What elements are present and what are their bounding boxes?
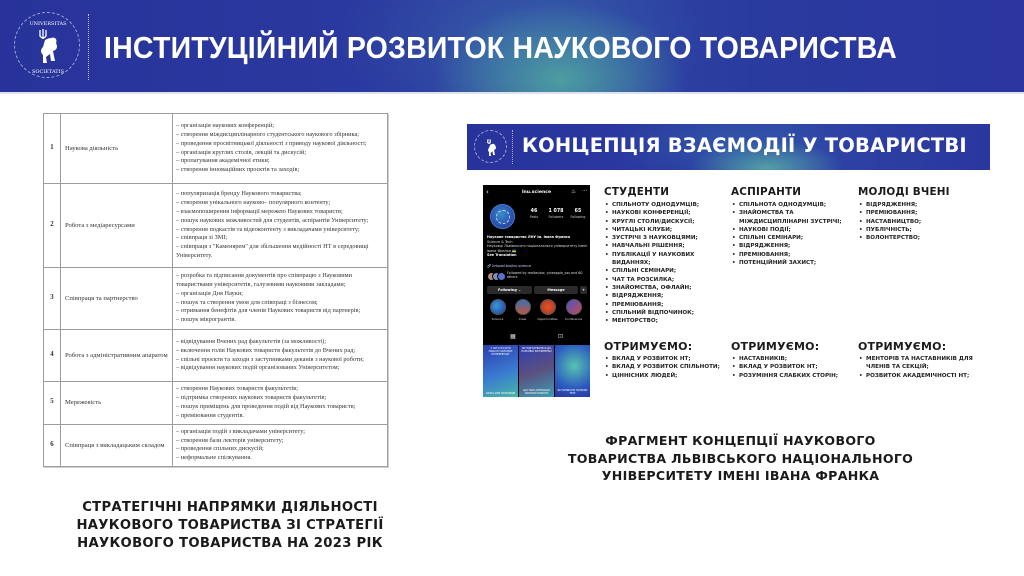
list-item: • МЕНТОРСТВО; xyxy=(604,317,729,325)
highlight-conference xyxy=(563,299,584,321)
list-item: • ВІДРЯДЖЕННЯ; xyxy=(858,201,983,209)
benefits-list xyxy=(731,355,856,380)
activity-item: – співпраця з "Каменярем" для збільшення медійності НТ в середовищі Університету. xyxy=(176,243,369,260)
activity-item: – неформальне спілкування. xyxy=(176,454,252,462)
activities-cell xyxy=(173,424,388,467)
group-students-benefits xyxy=(604,340,729,380)
activity-item: – отримання бенефітів для членів Наукових товариств від партнерів; xyxy=(176,307,361,315)
group-phd-students xyxy=(731,186,851,267)
stat-label: Following xyxy=(570,215,586,219)
highlight-label: Crew xyxy=(518,317,527,321)
instagram-profile-screenshot xyxy=(483,185,590,397)
list-item: • ПРЕМІЮВАННЯ; xyxy=(604,301,729,309)
instagram-topbar xyxy=(483,188,590,200)
profile-tabs xyxy=(483,333,590,343)
highlight-crew xyxy=(512,299,533,321)
activity-item: – створення подкастів та відеоконтенту з викладачами університету; xyxy=(176,225,360,233)
activity-item: – пропагування академічної етики; xyxy=(176,157,270,165)
logo-divider xyxy=(88,14,89,80)
activity-item: – створення бази лекторів університету; xyxy=(176,436,284,444)
activity-item: – організація наукових конференцій; xyxy=(176,121,275,129)
university-logo xyxy=(14,12,80,78)
more-icon: ··· xyxy=(582,188,588,194)
profile-bio xyxy=(487,235,589,258)
activity-item: – відвідування наукових подій організованих Університетом; xyxy=(176,364,340,372)
stat-value: 1 078 xyxy=(548,209,564,214)
group-title: АСПІРАНТИ xyxy=(731,186,802,198)
table-row xyxy=(44,114,388,184)
row-number: 2 xyxy=(44,184,61,268)
story-highlights xyxy=(486,299,588,323)
list-item: • ЗНАЙОМСТВА, ОФЛАЙН; xyxy=(604,284,729,292)
list-item: • ПРЕМІЮВАННЯ; xyxy=(731,251,851,259)
list-item: • СПІЛЬНІ СЕМІНАРИ; xyxy=(604,267,729,275)
profile-stats xyxy=(523,209,589,219)
list-item: • ВОЛОНТЕРСТВО; xyxy=(858,234,983,242)
stat-value: 46 xyxy=(530,209,538,214)
profile-link: 🔗 linkpad.bio/lnu.science xyxy=(487,264,532,268)
avatar-logo-ring xyxy=(496,210,510,224)
list-item: • ПУБЛІКАЦІЇ У НАУКОВИХ ВИДАННЯХ; xyxy=(604,251,729,268)
group-list xyxy=(731,201,851,267)
direction-cell: Наукова діяльність xyxy=(61,114,173,184)
strategy-caption xyxy=(60,499,400,553)
see-translation-link: See Translation xyxy=(487,253,517,258)
caption-line: ТОВАРИСТВА ЛЬВІВСЬКОГО НАЦІОНАЛЬНОГО xyxy=(567,450,914,466)
list-item: • ЗНАЙОМСТВА ТА МІЖДИСЦИПЛІНАРНІ ЗУСТРІЧІ; xyxy=(731,209,851,226)
group-phd-benefits xyxy=(731,340,856,380)
logo-divider xyxy=(512,130,513,164)
list-item: • НАСТАВНИЦТВО; xyxy=(858,218,983,226)
direction-cell: Мережевість xyxy=(61,382,173,425)
message-button: Message xyxy=(534,286,578,294)
stat-posts xyxy=(523,209,545,219)
caption-line: ФРАГМЕНТ КОНЦЕПЦІЇ НАУКОВОГО xyxy=(605,433,876,448)
highlight-label: Science xyxy=(491,317,504,321)
following-button: Following ⌄ xyxy=(487,286,532,294)
concept-title: КОНЦЕПЦІЯ ВЗАЄМОДІЇ У ТОВАРИСТВІ xyxy=(522,134,967,157)
post-thumbnail xyxy=(555,345,590,397)
activity-item: – створення унікального науково– популярного контенту; xyxy=(176,198,331,206)
header-divider xyxy=(0,92,1024,94)
table-row xyxy=(44,268,388,330)
concept-caption xyxy=(548,432,933,485)
highlight-science xyxy=(487,299,508,321)
activity-item: – включення голів Наукових товариств факультетів до Вчених рад; xyxy=(176,346,356,354)
direction-cell: Робота з адміністративним апаратом xyxy=(61,330,173,382)
caption-line: НАУКОВОГО ТОВАРИСТВА НА 2023 РІК xyxy=(77,536,383,551)
post-caption: НАУКА ДЛЯ НАУКОВЦІВ xyxy=(485,392,516,395)
highlight-label: Conference xyxy=(564,317,583,321)
row-number: 1 xyxy=(44,114,61,184)
group-title: СТУДЕНТИ xyxy=(604,186,670,198)
activity-item: – створення міждисциплінарного студентського наукового збірника; xyxy=(176,130,359,138)
list-item: • ПОТЕНЦІЙНИЙ ЗАХИСТ; xyxy=(731,259,851,267)
highlight-opportunities xyxy=(537,299,558,321)
post-caption: ЯК ПІДГОТУВАТИСЬ ДО НАУКОВОЇ КОНФЕРЕНЦІЇ xyxy=(521,347,552,353)
stat-label: Posts xyxy=(529,215,539,219)
list-item: • ПУБЛІЧНІСТЬ; xyxy=(858,226,983,234)
row-number: 6 xyxy=(44,424,61,467)
activity-item: – створення інноваційних проєктів та заходів; xyxy=(176,166,300,174)
highlight-cover xyxy=(540,299,556,315)
post-caption: З ЧОГО ПОЧАТИ ПОДАЧУ НАУКОВОЇ КОНФЕРЕНЦІЇ? xyxy=(488,347,513,356)
list-item: • СПІЛЬНІ СЕМІНАРИ; xyxy=(731,234,851,242)
activity-item: – проведення спільних дискусій; xyxy=(176,445,264,453)
svg-text:UNIVERSITAS: UNIVERSITAS xyxy=(29,21,67,27)
post-caption: ЯК НАПИСАТИ НАУКОВУ ТЕЗУ xyxy=(557,389,588,395)
list-item: • ВІДРЯДЖЕННЯ; xyxy=(731,242,851,250)
activities-cell xyxy=(173,114,388,184)
table-row xyxy=(44,382,388,425)
profile-avatar xyxy=(490,204,515,229)
list-item: • СПІЛЬНОТА ОДНОДУМЦІВ; xyxy=(731,201,851,209)
activity-item: – співпраця зі ЗМІ; xyxy=(176,234,228,242)
list-item: • НАСТАВНИКІВ; xyxy=(731,355,856,363)
caption-line: НАУКОВОГО ТОВАРИСТВА ЗІ СТРАТЕГІЇ xyxy=(76,518,384,533)
caption-line: УНІВЕРСИТЕТУ ІМЕНІ ІВАНА ФРАНКА xyxy=(601,468,880,483)
lion-trident-icon xyxy=(475,131,508,164)
followed-by-text: Followed by realtaslaw, pineapple_sas and 60 others xyxy=(507,271,583,280)
activity-item: – організація Дня Науки; xyxy=(176,289,243,297)
group-list xyxy=(858,201,983,242)
group-title: МОЛОДІ ВЧЕНІ xyxy=(858,186,950,198)
activity-item: – організація круглих столів, лекцій та дискусій; xyxy=(176,148,307,156)
table-row xyxy=(44,330,388,382)
list-item: • НАУКОВІ КОНФЕРЕНЦІЇ; xyxy=(604,209,729,217)
list-item: • ПРЕМІЮВАННЯ; xyxy=(858,209,983,217)
bio-category: Science & Tech xyxy=(487,239,513,244)
activity-item: – спільні проєкти та заходи з заступниками деканів з наукової роботи; xyxy=(176,355,364,363)
group-list xyxy=(604,201,729,325)
list-item: • ВІДРЯДЖЕННЯ; xyxy=(604,292,729,300)
row-number: 5 xyxy=(44,382,61,425)
caption-line: СТРАТЕГІЧНІ НАПРЯМКИ ДІЯЛЬНОСТІ xyxy=(82,500,378,515)
activity-item: – організація подій з викладачами університету; xyxy=(176,427,306,435)
university-logo-small xyxy=(474,130,507,163)
list-item: • РОЗУМІННЯ СЛАБКИХ СТОРІН; xyxy=(731,372,856,380)
activity-item: – створення Наукових товариств факультетів; xyxy=(176,385,299,392)
table-row xyxy=(44,184,388,268)
activity-item: – відвідування Вчених рад факультетів (за можливості); xyxy=(176,337,327,345)
benefits-list xyxy=(858,355,983,380)
concept-banner xyxy=(467,124,990,170)
activity-item: – пошук мікрогрантів. xyxy=(176,316,236,324)
list-item: • НАУКОВІ ПОДІЇ; xyxy=(731,226,851,234)
list-item: • РОЗВИТОК АКАДЕМІЧНОСТІ НТ; xyxy=(858,372,983,380)
activities-cell xyxy=(173,268,388,330)
svg-text:SOCIETATIS: SOCIETATIS xyxy=(31,69,65,75)
list-item: • ЧАТ ТА РОЗСИЛКА; xyxy=(604,276,729,284)
activity-item: – проведення просвітницької діяльності з приводу наукової діяльності; xyxy=(176,139,367,147)
list-item: • МЕНТОРІВ ТА НАСТАВНИКІВ ДЛЯ ЧЛЕНІВ ТА СЕКЦІЙ; xyxy=(858,355,983,372)
highlight-cover xyxy=(566,299,582,315)
row-number: 4 xyxy=(44,330,61,382)
follower-avatars xyxy=(487,272,505,281)
activities-cell xyxy=(173,330,388,382)
group-students xyxy=(604,186,729,325)
activity-item: – взаємопоширення інформації мережею Наукових товариств; xyxy=(176,207,343,215)
table-row xyxy=(44,424,388,467)
strategy-table xyxy=(43,113,388,467)
row-number: 3 xyxy=(44,268,61,330)
benefits-title: ОТРИМУЄМО: xyxy=(858,340,947,353)
post-thumbnail xyxy=(483,345,518,397)
list-item: • ЦІННІСНИХ ЛЮДЕЙ; xyxy=(604,372,729,380)
benefits-title: ОТРИМУЄМО: xyxy=(604,340,693,353)
followed-by xyxy=(487,271,589,283)
list-item: • СПІЛЬНИЙ ВІДПОЧИНОК; xyxy=(604,309,729,317)
profile-link-text: linkpad.bio/lnu.science xyxy=(492,264,532,268)
bio-name: Наукове товариство ЛНУ ім. Івана Франка xyxy=(487,235,571,239)
benefits-title: ОТРИМУЄМО: xyxy=(731,340,820,353)
activity-item: – популяризація бренду Наукового товариства; xyxy=(176,189,302,197)
page-title: ІНСТИТУЦІЙНИЙ РОЗВИТОК НАУКОВОГО ТОВАРИСТВА xyxy=(104,30,897,65)
posts-grid xyxy=(483,345,590,397)
list-item: • ЧИТАЦЬКІ КЛУБИ; xyxy=(604,226,729,234)
list-item: • ВКЛАД У РОЗВИТОК НТ; xyxy=(731,363,856,371)
post-caption: ЩО ТАКЕ АПРОБАЦІЯ НАУКОВОЇ РОБОТИ xyxy=(523,389,550,395)
activity-item: – преміювання студентів. xyxy=(176,411,245,419)
activity-item: – підтримка створених наукових товариств факультетів; xyxy=(176,393,327,401)
back-icon: ‹ xyxy=(486,188,489,196)
highlight-cover xyxy=(490,299,506,315)
list-item: • ЗУСТРІЧІ З НАУКОВЦЯМИ; xyxy=(604,234,729,242)
activity-item: – пошук наукових можливостей для студентів, аспірантів Університету; xyxy=(176,216,369,224)
stat-following xyxy=(567,209,589,219)
profile-buttons xyxy=(487,286,587,294)
lion-trident-icon xyxy=(15,13,81,79)
direction-cell: Робота з медіаресурсами xyxy=(61,184,173,268)
list-item: • НАВЧАЛЬНІ РІШЕННЯ; xyxy=(604,242,729,250)
bio-text: Науковці Львівського національного університету імені Івана Франка 🇺🇦 xyxy=(487,244,588,253)
tagged-tab-icon: ⊡ xyxy=(558,333,564,340)
list-item: • ВКЛАД У РОЗВИТОК НТ; xyxy=(604,355,729,363)
highlight-cover xyxy=(515,299,531,315)
post-thumbnail xyxy=(519,345,554,397)
activity-item: – пошук та створення умов для співпраці з бізнесом; xyxy=(176,298,318,306)
highlight-label: Opportunities xyxy=(537,317,558,321)
activities-cell xyxy=(173,382,388,425)
list-item: • ВКЛАД У РОЗВИТОК СПІЛЬНОТИ; xyxy=(604,363,729,371)
list-item: • СПІЛЬНОТУ ОДНОДУМЦІВ; xyxy=(604,201,729,209)
activity-item: – пошук приміщень для проведення подій від Наукових товариств; xyxy=(176,402,356,410)
group-young-scientists xyxy=(858,186,983,242)
activity-item: – розробка та підписання документів про співпрацю з Науковими товариствами університетів, галузевими науковими закладами; xyxy=(176,271,352,288)
slide-header xyxy=(0,0,1024,92)
direction-cell: Співпраця з викладацьким складом xyxy=(61,424,173,467)
stat-value: 65 xyxy=(574,209,582,214)
group-young-benefits xyxy=(858,340,983,380)
benefits-list xyxy=(604,355,729,380)
stat-label: Followers xyxy=(548,215,564,219)
profile-handle: lnu.science xyxy=(521,190,552,195)
bell-icon: ♨ xyxy=(571,189,576,195)
stat-followers xyxy=(545,209,567,219)
grid-tab-icon: ▦ xyxy=(510,333,516,340)
list-item: • КРУГЛІ СТОЛИ/ДИСКУСІЇ; xyxy=(604,218,729,226)
add-person-button: + xyxy=(580,286,587,294)
direction-cell: Співпраця та партнерство xyxy=(61,268,173,330)
activities-cell xyxy=(173,184,388,268)
